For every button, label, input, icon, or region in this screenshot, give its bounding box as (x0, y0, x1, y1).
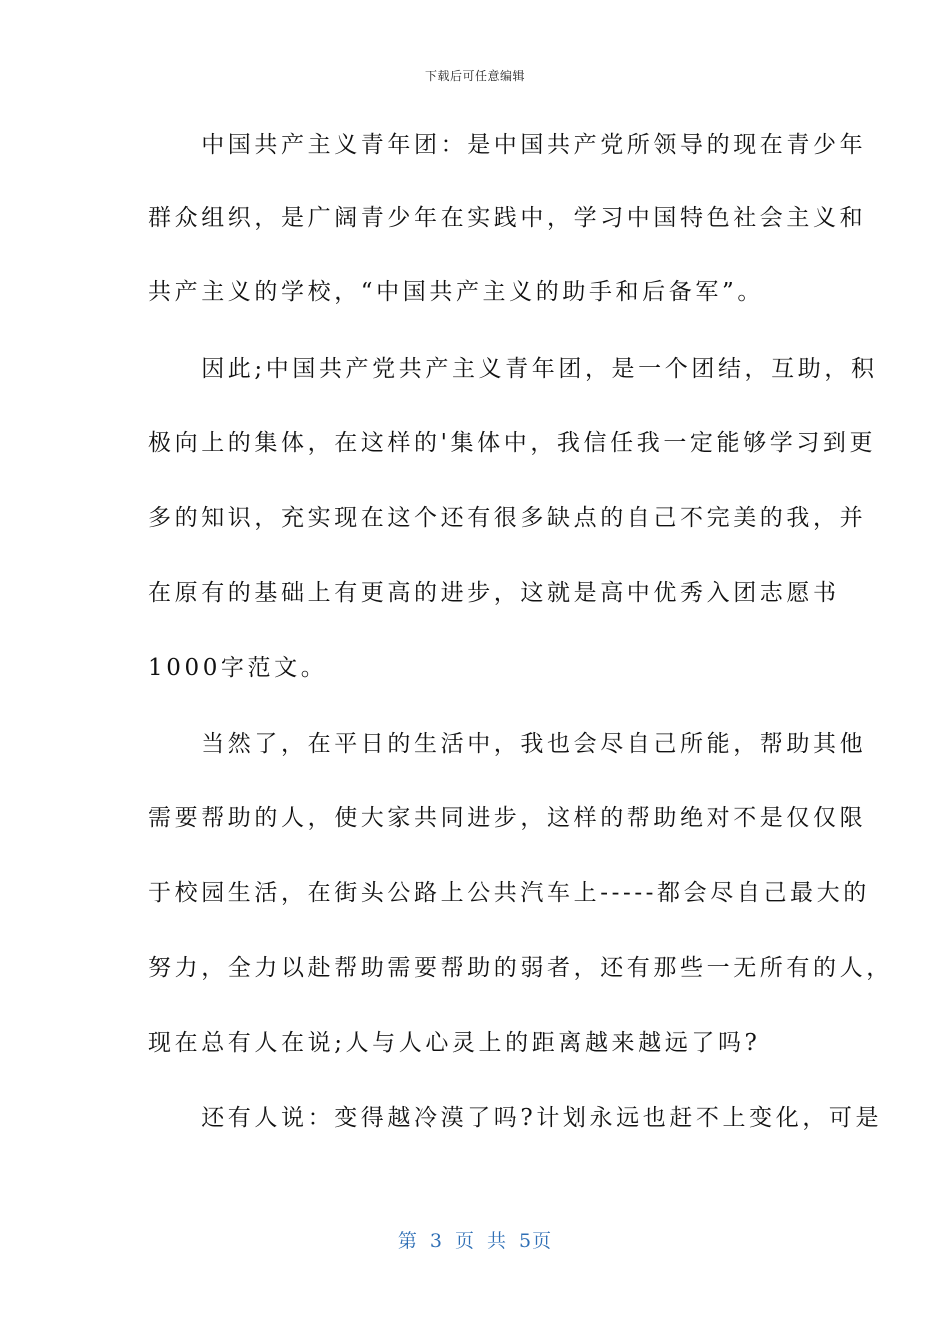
body-line-11: 于校园生活，在街头公路上公共汽车上-----都会尽自己最大的 (148, 880, 870, 906)
footer-total-pages: 5页 (519, 1230, 553, 1252)
body-line-3: 共产主义的学校，“中国共产主义的助手和后备军”。 (148, 279, 764, 305)
body-line-4: 因此;中国共产党共产主义青年团，是一个团结，互助，积 (148, 356, 878, 382)
footer-mid: 页 (454, 1230, 475, 1252)
page-footer (0, 1226, 950, 1253)
body-line-14: 还有人说：变得越冷漠了吗?计划永远也赶不上变化，可是 (148, 1105, 883, 1131)
body-line-7: 在原有的基础上有更高的进步，这就是高中优秀入团志愿书 (148, 580, 840, 606)
body-line-5: 极向上的集体，在这样的'集体中，我信任我一定能够学习到更 (148, 430, 877, 456)
body-line-9: 当然了，在平日的生活中，我也会尽自己所能，帮助其他 (148, 731, 867, 757)
body-line-6: 多的知识，充实现在这个还有很多缺点的自己不完美的我，并 (148, 505, 867, 531)
body-line-1: 中国共产主义青年团：是中国共产党所领导的现在青少年 (148, 132, 867, 158)
footer-prefix: 第 (397, 1230, 418, 1252)
body-line-10: 需要帮助的人，使大家共同进步，这样的帮助绝对不是仅仅限 (148, 805, 867, 831)
page-header: 下载后可任意编辑 (424, 69, 525, 83)
body-line-12: 努力，全力以赴帮助需要帮助的弱者，还有那些一无所有的人， (148, 955, 893, 981)
body-line-2: 群众组织，是广阔青少年在实践中，学习中国特色社会主义和 (148, 205, 867, 231)
body-line-13: 现在总有人在说;人与人心灵上的距离越来越远了吗? (148, 1030, 761, 1056)
footer-current-page: 3 (429, 1230, 443, 1252)
footer-total-prefix: 共 (487, 1230, 508, 1252)
body-line-8: 1000字范文。 (148, 655, 328, 681)
